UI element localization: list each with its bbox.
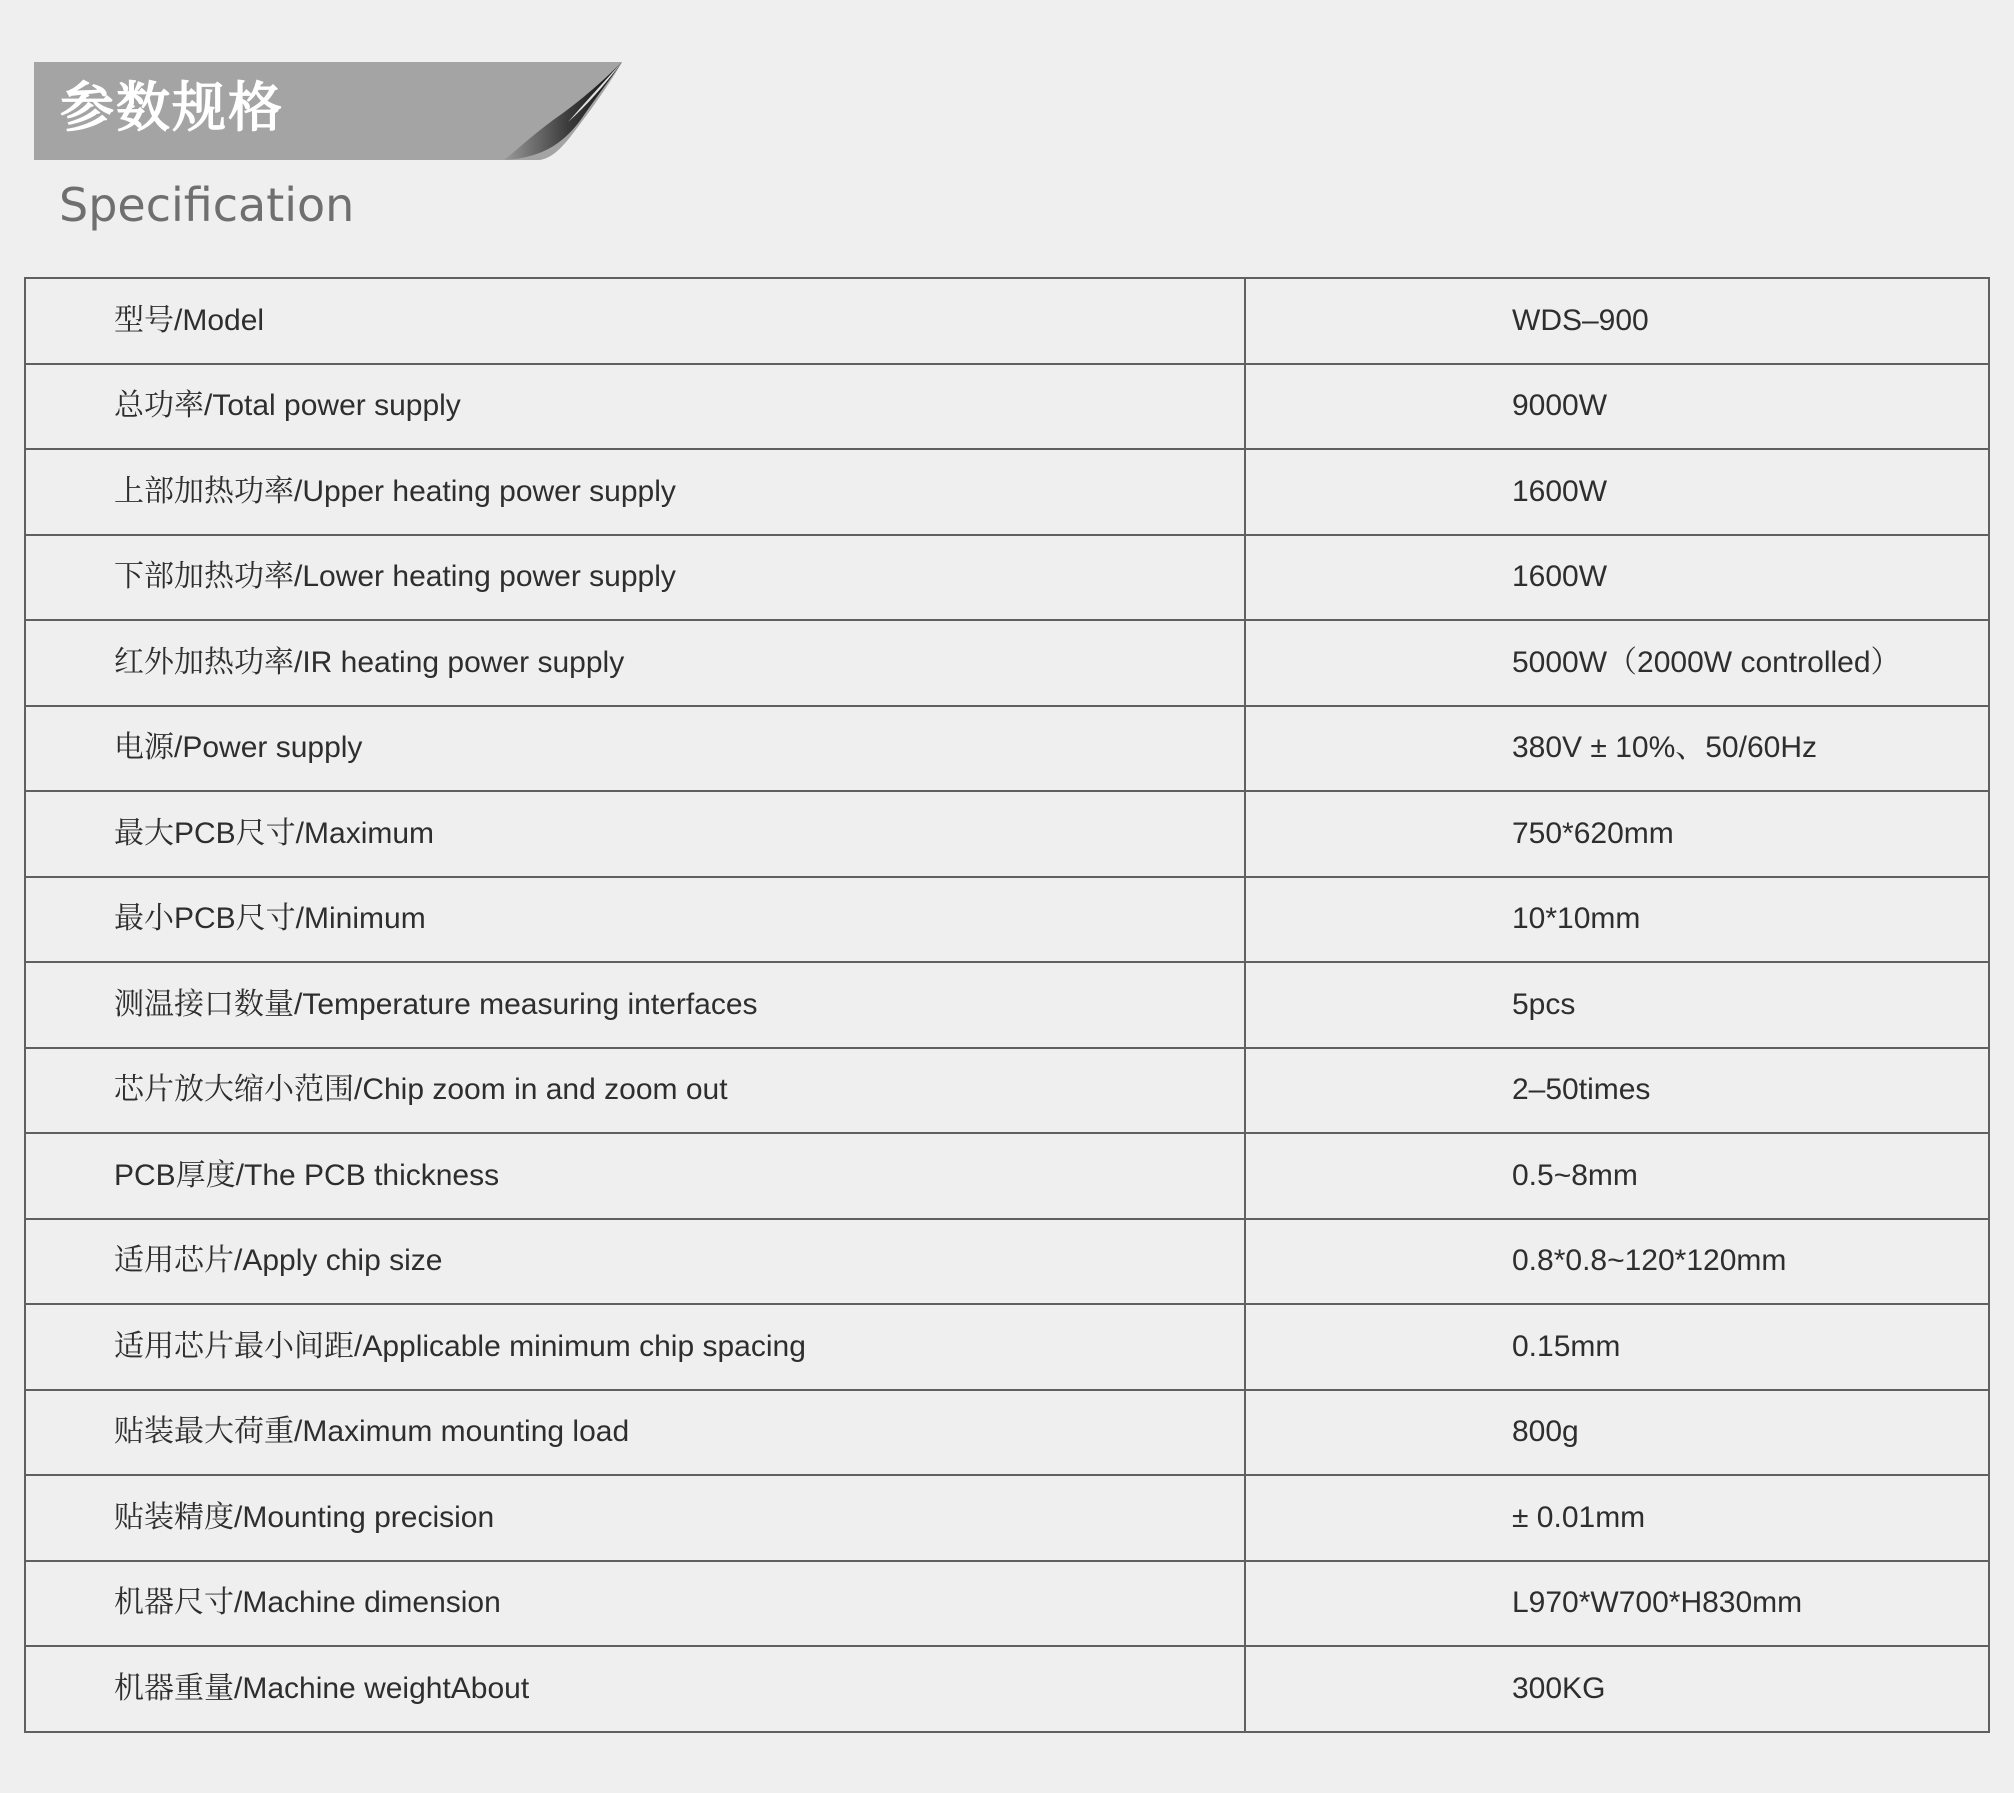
spec-label: 下部加热功率/Lower heating power supply [25, 535, 1245, 621]
table-row [25, 706, 1989, 792]
spec-value: 300KG [1245, 1646, 1989, 1732]
spec-value: 10*10mm [1245, 877, 1989, 963]
spec-label: 电源/Power supply [25, 706, 1245, 792]
spec-label: 贴装最大荷重/Maximum mounting load [25, 1390, 1245, 1476]
table-row [25, 364, 1989, 450]
table-row [25, 1390, 1989, 1476]
spec-label: 最大PCB尺寸/Maximum [25, 791, 1245, 877]
spec-label: 适用芯片/Apply chip size [25, 1219, 1245, 1305]
spec-label: 贴装精度/Mounting precision [25, 1475, 1245, 1561]
spec-label: 总功率/Total power supply [25, 364, 1245, 450]
table-row [25, 1219, 1989, 1305]
spec-value: ± 0.01mm [1245, 1475, 1989, 1561]
spec-value: 750*620mm [1245, 791, 1989, 877]
table-row [25, 1048, 1989, 1134]
spec-value: 0.5~8mm [1245, 1133, 1989, 1219]
table-row [25, 1133, 1989, 1219]
spec-label: 最小PCB尺寸/Minimum [25, 877, 1245, 963]
spec-value: 5000W（2000W controlled） [1245, 620, 1989, 706]
spec-label: 机器重量/Machine weightAbout [25, 1646, 1245, 1732]
section-title-chinese: 参数规格 [60, 76, 284, 139]
spec-label: 芯片放大缩小范围/Chip zoom in and zoom out [25, 1048, 1245, 1134]
table-row [25, 877, 1989, 963]
spec-value: L970*W700*H830mm [1245, 1561, 1989, 1647]
table-row [25, 449, 1989, 535]
table-row [25, 1475, 1989, 1561]
specification-table [24, 277, 1990, 1733]
spec-label: 适用芯片最小间距/Applicable minimum chip spacing [25, 1304, 1245, 1390]
table-row [25, 535, 1989, 621]
table-row [25, 1646, 1989, 1732]
table-row [25, 1304, 1989, 1390]
title-banner [34, 62, 624, 160]
spec-value: 1600W [1245, 449, 1989, 535]
spec-value: 5pcs [1245, 962, 1989, 1048]
table-row [25, 278, 1989, 364]
spec-value: 0.8*0.8~120*120mm [1245, 1219, 1989, 1305]
spec-label: 上部加热功率/Upper heating power supply [25, 449, 1245, 535]
table-row [25, 620, 1989, 706]
spec-value: 9000W [1245, 364, 1989, 450]
spec-value: 1600W [1245, 535, 1989, 621]
table-row [25, 791, 1989, 877]
specification-table-body [25, 278, 1989, 1732]
section-title-english: Specification [59, 178, 355, 232]
spec-value: 0.15mm [1245, 1304, 1989, 1390]
spec-label: 型号/Model [25, 278, 1245, 364]
spec-value: 2–50times [1245, 1048, 1989, 1134]
spec-label: 测温接口数量/Temperature measuring interfaces [25, 962, 1245, 1048]
spec-value: WDS–900 [1245, 278, 1989, 364]
table-row [25, 1561, 1989, 1647]
spec-value: 380V ± 10%、50/60Hz [1245, 706, 1989, 792]
spec-label: 机器尺寸/Machine dimension [25, 1561, 1245, 1647]
spec-value: 800g [1245, 1390, 1989, 1476]
table-row [25, 962, 1989, 1048]
spec-label: 红外加热功率/IR heating power supply [25, 620, 1245, 706]
spec-label: PCB厚度/The PCB thickness [25, 1133, 1245, 1219]
